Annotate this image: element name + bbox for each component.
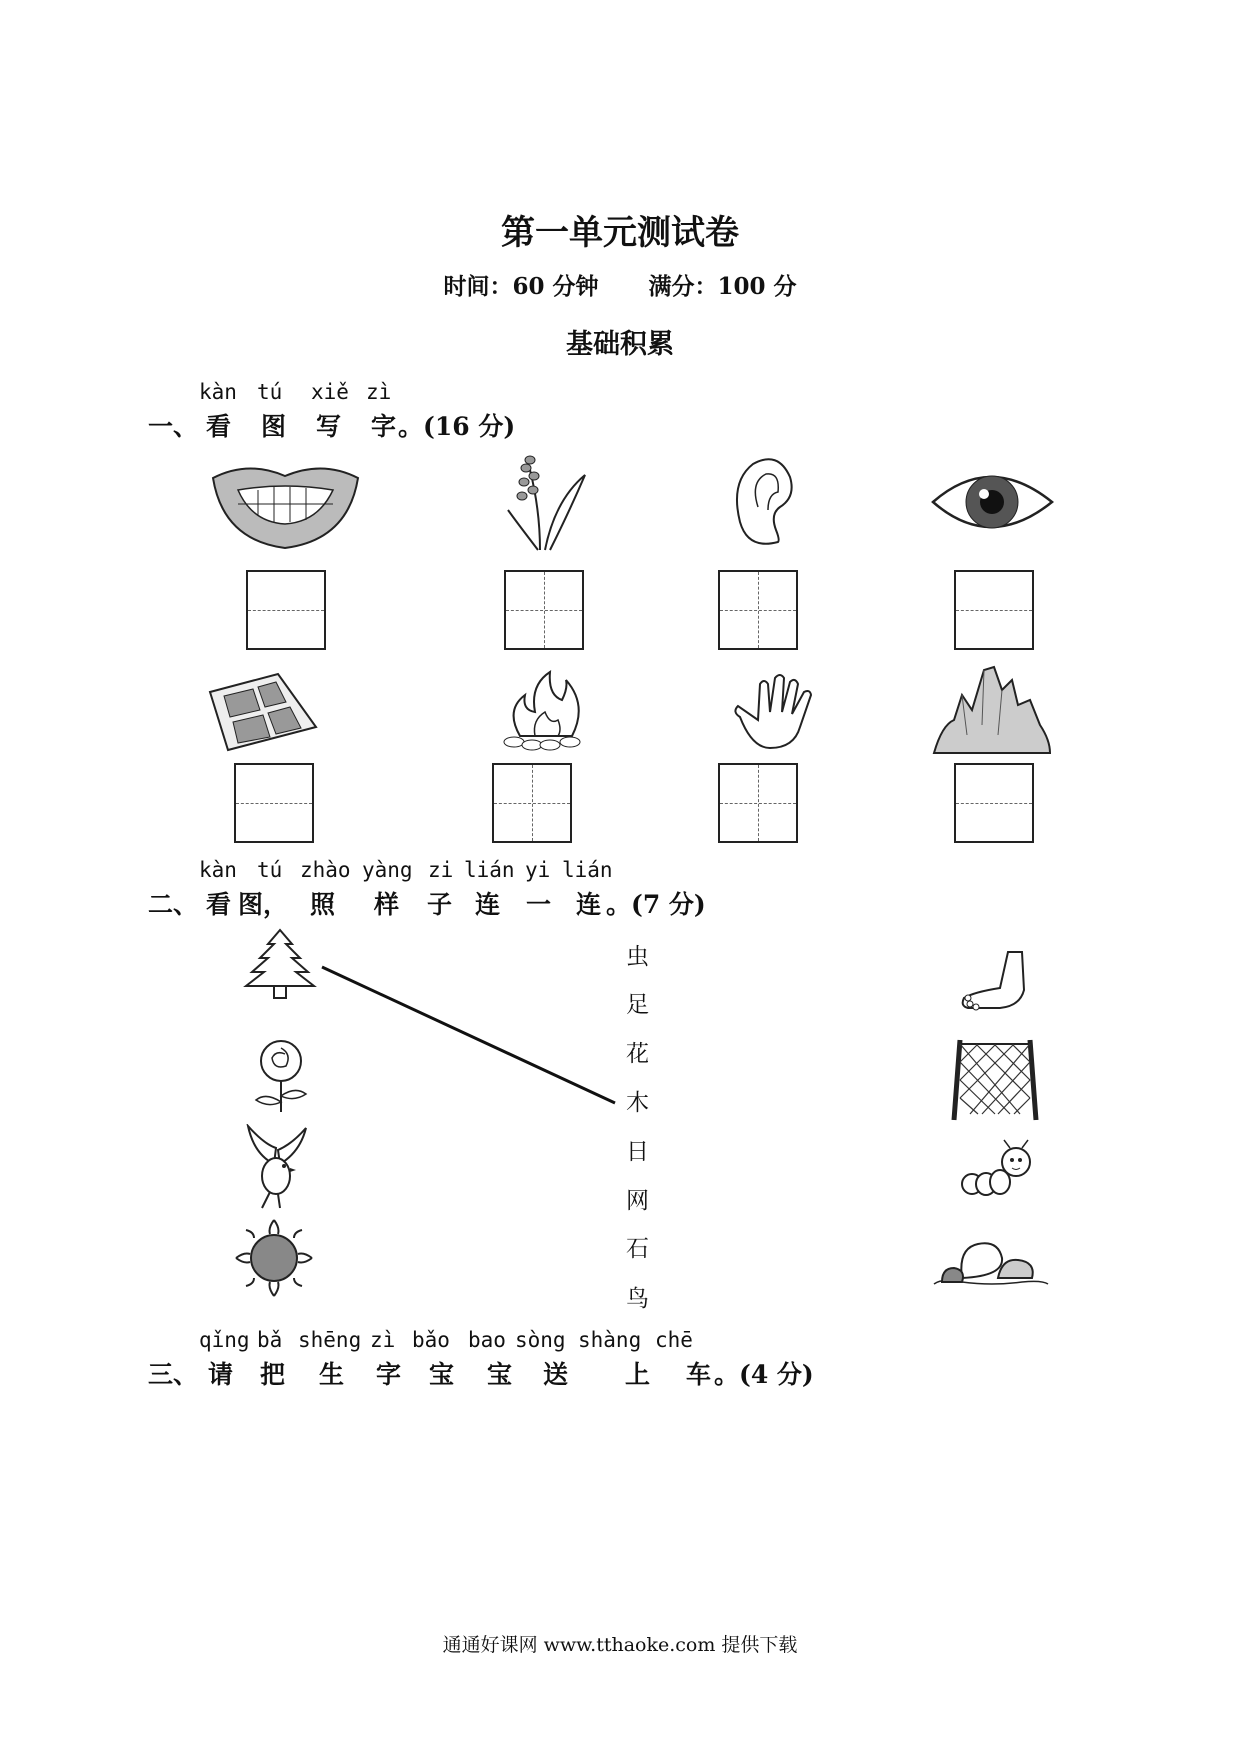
writing-box[interactable] [954, 570, 1034, 650]
q3-pinyin: bǎ [257, 1328, 283, 1352]
q3-hanzi: 车 [686, 1360, 712, 1389]
q3-hanzi: 送 [543, 1360, 569, 1389]
q3-pinyin: qǐng [199, 1328, 250, 1352]
mountain-icon [932, 665, 1052, 755]
q2-hanzi: 连 [475, 890, 501, 919]
question-number: 一、 [148, 412, 199, 441]
sun-icon[interactable] [234, 1218, 314, 1298]
q2-hanzi: 子 [427, 890, 453, 919]
mouth-icon [208, 460, 363, 552]
q2-pinyin: lián [464, 858, 515, 882]
q1-pinyin: tú [257, 380, 283, 404]
match-character[interactable]: 日 [626, 1139, 649, 1165]
fire-icon [500, 670, 590, 752]
q3-hanzi: 生 [319, 1360, 345, 1389]
writing-box[interactable] [246, 570, 326, 650]
q3-hanzi: 宝 [487, 1360, 513, 1389]
q2-pinyin: zi [428, 858, 454, 882]
stone-icon[interactable] [932, 1238, 1050, 1288]
writing-box[interactable] [718, 570, 798, 650]
ear-icon [728, 452, 798, 552]
tree-icon[interactable] [240, 928, 320, 1000]
worm-icon[interactable] [958, 1138, 1038, 1200]
writing-box[interactable] [234, 763, 314, 843]
hand-icon [730, 672, 820, 752]
match-character[interactable]: 石 [626, 1236, 649, 1262]
time-limit: 时间：60 分钟 [443, 273, 599, 300]
q2-pinyin: yàng [362, 858, 413, 882]
q2-hanzi: 看 [206, 890, 232, 919]
q2-hanzi: 图， [238, 890, 289, 919]
q1-pinyin: kàn [199, 380, 237, 404]
q1-hanzi: 看 [206, 412, 232, 441]
foot-icon[interactable] [960, 950, 1032, 1014]
writing-box[interactable] [492, 763, 572, 843]
match-character[interactable]: 花 [626, 1041, 649, 1067]
q2-hanzi: 连 [576, 890, 602, 919]
q1-hanzi: 字 [371, 412, 397, 441]
question-score: 。(16 分) [398, 412, 516, 441]
q2-pinyin: yi [525, 858, 551, 882]
q3-pinyin: chē [655, 1328, 693, 1352]
q2-hanzi: 一 [526, 890, 552, 919]
question-score: 。(4 分) [714, 1360, 814, 1389]
net-icon[interactable] [950, 1036, 1040, 1122]
match-character[interactable]: 木 [626, 1090, 649, 1116]
match-character[interactable]: 足 [626, 992, 649, 1018]
field-icon [208, 672, 318, 754]
match-character[interactable]: 虫 [626, 944, 649, 970]
q3-hanzi: 请 [208, 1360, 234, 1389]
q3-pinyin: shēng [298, 1328, 362, 1352]
q3-pinyin: sòng [515, 1328, 566, 1352]
q2-pinyin: zhào [300, 858, 351, 882]
q2-pinyin: kàn [199, 858, 237, 882]
question-score: 。(7 分) [606, 890, 706, 919]
q1-hanzi: 写 [316, 412, 342, 441]
q3-hanzi: 宝 [429, 1360, 455, 1389]
full-score: 满分：100 分 [648, 273, 797, 300]
writing-box[interactable] [718, 763, 798, 843]
footer-credit: 通通好课网 www.tthaoke.com 提供下载 [442, 1634, 798, 1656]
q3-hanzi: 把 [260, 1360, 286, 1389]
q3-hanzi: 字 [376, 1360, 402, 1389]
question-number: 三、 [148, 1360, 199, 1389]
flower-icon[interactable] [250, 1036, 312, 1116]
eye-icon [930, 462, 1055, 542]
question-number: 二、 [148, 890, 199, 919]
q2-pinyin: lián [562, 858, 613, 882]
match-character[interactable]: 网 [626, 1188, 649, 1214]
q2-hanzi: 样 [374, 890, 400, 919]
q2-hanzi: 照 [310, 890, 336, 919]
section-heading: 基础积累 [566, 329, 674, 360]
q3-pinyin: bǎo [412, 1328, 450, 1352]
page-title: 第一单元测试卷 [501, 213, 739, 253]
writing-box[interactable] [504, 570, 584, 650]
rice-plant-icon [500, 450, 600, 555]
q1-hanzi: 图 [261, 412, 287, 441]
exam-info [0, 268, 1240, 301]
writing-box[interactable] [954, 763, 1034, 843]
example-connecting-line [320, 960, 620, 1110]
q1-pinyin: xiě [311, 380, 349, 404]
q1-pinyin: zì [366, 380, 392, 404]
q3-hanzi: 上 [625, 1360, 651, 1389]
match-character[interactable]: 鸟 [626, 1286, 649, 1312]
bird-icon[interactable] [244, 1124, 310, 1210]
q2-pinyin: tú [257, 858, 283, 882]
q3-pinyin: bao [468, 1328, 506, 1352]
q3-pinyin: shàng [578, 1328, 642, 1352]
q3-pinyin: zì [370, 1328, 396, 1352]
